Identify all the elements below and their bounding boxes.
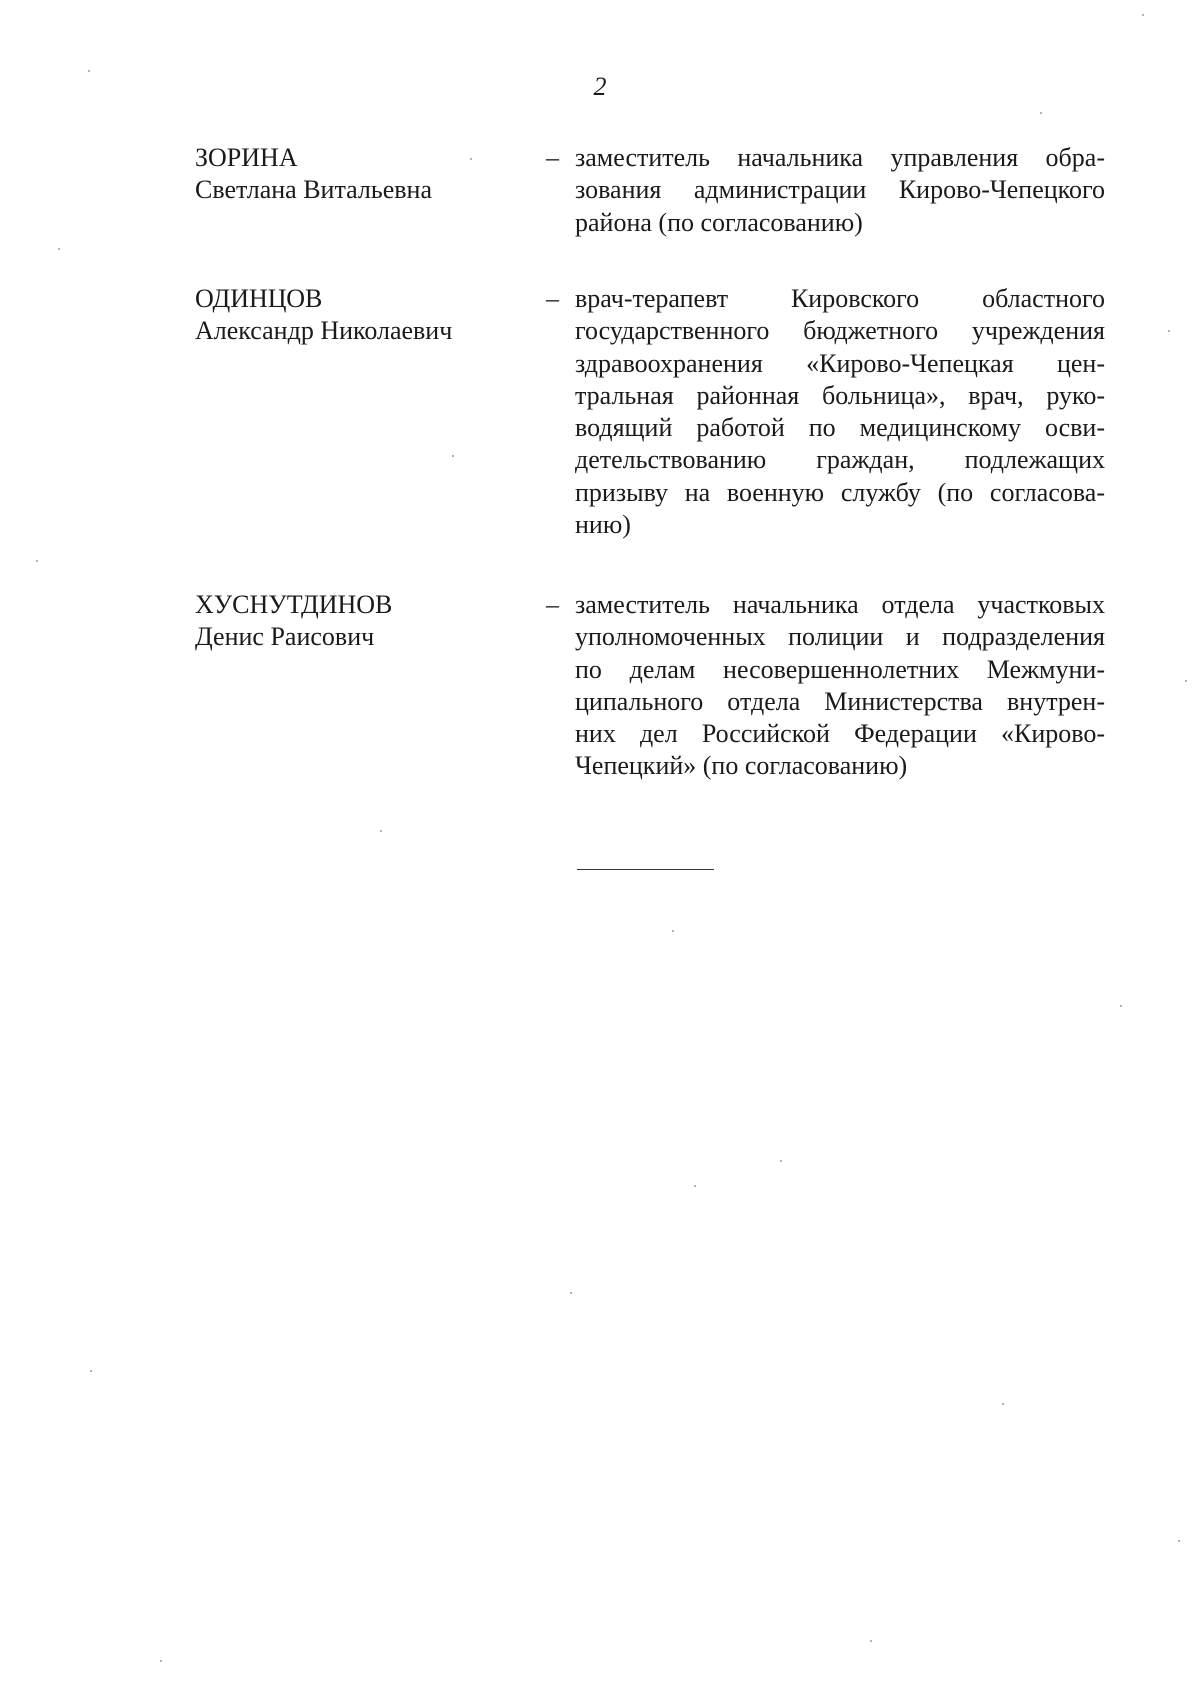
- member-surname: ЗОРИНА: [195, 143, 298, 172]
- description-line: водящий работой по медицинскому осви-: [575, 413, 1105, 443]
- member-name: [195, 283, 525, 347]
- member-dash: –: [546, 590, 559, 619]
- description-line: тральная районная больница», врач, руко-: [575, 380, 1105, 410]
- member-description: [575, 283, 1105, 541]
- description-line: зования администрации Кирово-Чепецкого: [575, 175, 1105, 205]
- description-line: детельствованию граждан, подлежащих: [575, 445, 1105, 475]
- description-line: заместитель начальника управления обра-: [575, 143, 1105, 172]
- page-number: 2: [593, 72, 607, 101]
- description-line: Чепецкий» (по согласованию): [575, 751, 908, 781]
- member-surname: ХУСНУТДИНОВ: [195, 590, 393, 619]
- description-line: врач-терапевт Кировского областного: [575, 284, 1105, 313]
- member-given-names: Александр Николаевич: [195, 316, 453, 345]
- member-description: [575, 142, 1105, 239]
- member-dash: –: [546, 284, 559, 313]
- description-line: них дел Российской Федерации «Кирово-: [575, 719, 1105, 749]
- description-line: нию): [575, 510, 631, 540]
- member-surname: ОДИНЦОВ: [195, 284, 323, 313]
- member-given-names: Денис Раисович: [195, 622, 375, 651]
- member-description: [575, 589, 1105, 783]
- description-line: района (по согласованию): [575, 207, 863, 237]
- description-line: государственного бюджетного учреждения: [575, 316, 1105, 346]
- member-name: [195, 142, 525, 206]
- member-name: [195, 589, 525, 653]
- description-line: ципального отдела Министерства внутрен-: [575, 686, 1105, 716]
- description-line: по делам несовершеннолетних Межмуни-: [575, 654, 1105, 684]
- member-dash: –: [546, 143, 559, 172]
- end-of-list-rule: [577, 869, 714, 870]
- description-line: заместитель начальника отдела участковых: [575, 590, 1105, 619]
- description-line: призыву на военную службу (по согласова-: [575, 477, 1105, 507]
- member-given-names: Светлана Витальевна: [195, 175, 432, 204]
- description-line: здравоохранения «Кирово-Чепецкая цен-: [575, 348, 1105, 378]
- description-line: уполномоченных полиции и подразделения: [575, 622, 1105, 652]
